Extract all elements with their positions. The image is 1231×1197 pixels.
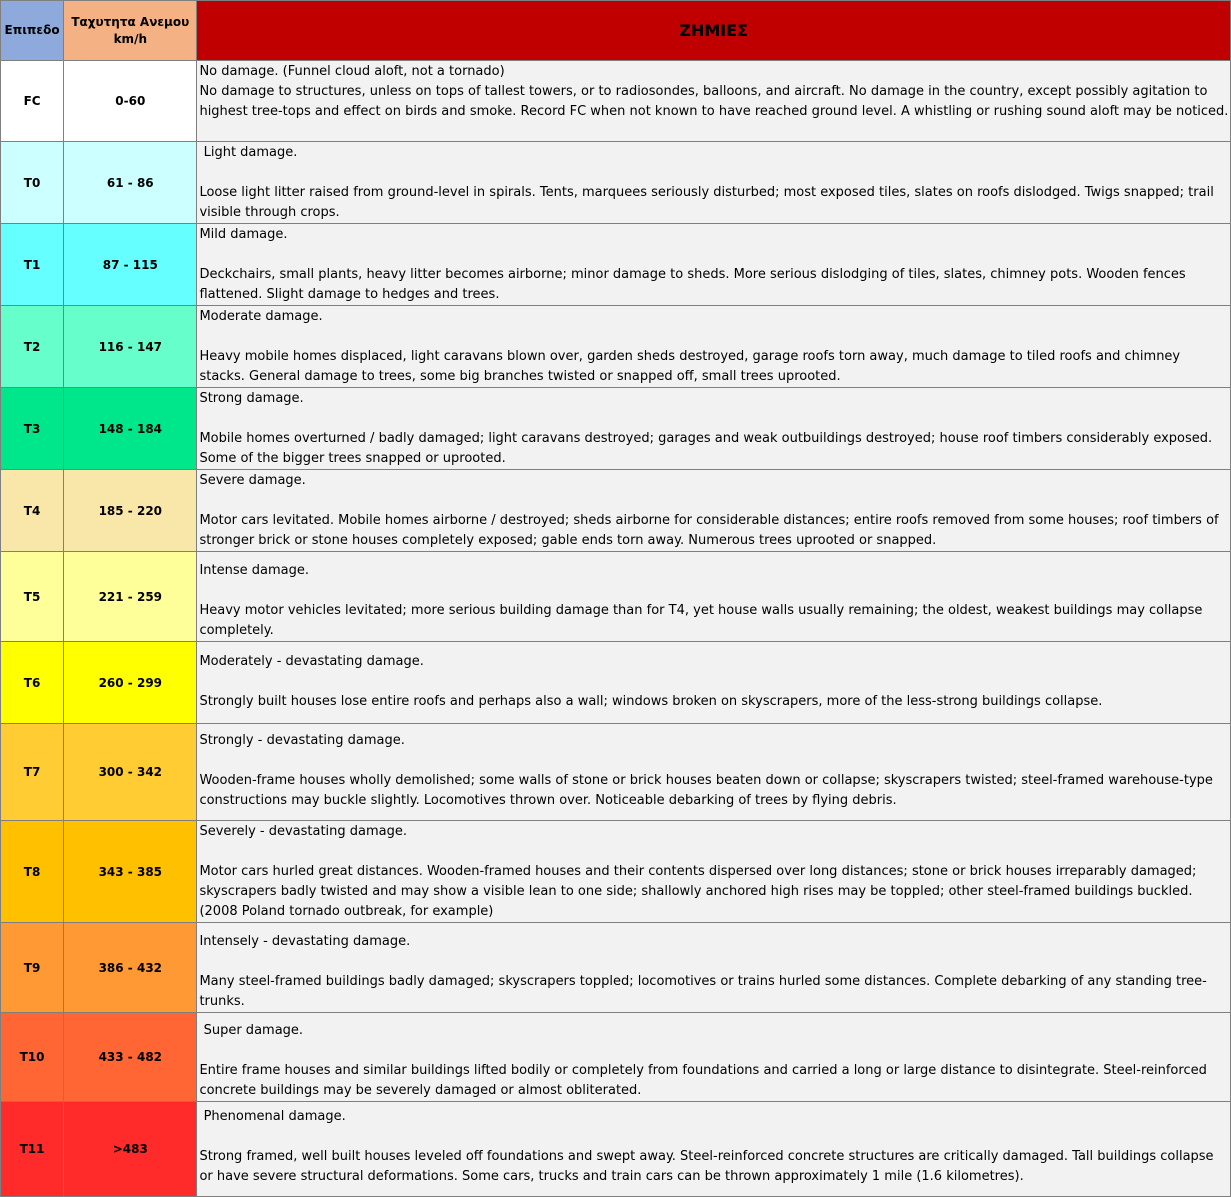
damage-category: Mild damage. (199, 227, 288, 242)
wind-speed-cell: 148 - 184 (64, 388, 197, 470)
damage-description-cell (197, 1102, 1231, 1197)
wind-speed-cell: 116 - 147 (64, 306, 197, 388)
spacer (199, 327, 1229, 347)
damage-description-cell (197, 224, 1231, 306)
damage-category: Moderate damage. (199, 309, 323, 324)
wind-speed-cell: 185 - 220 (64, 470, 197, 552)
damage-description-cell (197, 142, 1231, 224)
damage-details: Wooden-frame houses wholly demolished; some walls of stone or brick houses beaten down or collapse; skyscrapers twisted; steel-framed warehouse-type constructions may buckle slightly. Locomotives thrown over. Noticeable debarking of trees by flying debris. (199, 773, 1218, 808)
damage-category: Severe damage. (199, 473, 306, 488)
damage-description-cell (197, 923, 1231, 1013)
level-cell: T3 (1, 388, 64, 470)
table-row (1, 821, 1231, 923)
damage-details: No damage to structures, unless on tops of tallest towers, or to radiosondes, balloons, and aircraft. No damage in the country, except possibly agitation to highest tree-tops and effect on birds and smoke. Record FC when not known to have reached ground level. A whistling or rushing sound aloft may be noticed. (199, 84, 1229, 119)
damage-details: Heavy mobile homes displaced, light caravans blown over, garden sheds destroyed, garage roofs torn away, much damage to tiled roofs and chimney stacks. General damage to trees, some big branches twisted or snapped off, small trees uprooted. (199, 349, 1185, 384)
damage-category: Strong damage. (199, 391, 304, 406)
spacer (199, 163, 1229, 183)
damage-description-cell (197, 1013, 1231, 1102)
damage-description-cell (197, 470, 1231, 552)
damage-category: Phenomenal damage. (199, 1109, 346, 1124)
table-row (1, 306, 1231, 388)
damage-category: Severely - devastating damage. (199, 824, 408, 839)
spacer (199, 751, 1229, 771)
level-cell: T7 (1, 724, 64, 821)
wind-speed-cell: 343 - 385 (64, 821, 197, 923)
damage-details: Heavy motor vehicles levitated; more serious building damage than for T4, yet house walls usually remaining; the oldest, weakest buildings may collapse completely. (199, 603, 1207, 638)
level-cell: T11 (1, 1102, 64, 1197)
damage-details: Deckchairs, small plants, heavy litter becomes airborne; minor damage to sheds. More serious dislodging of tiles, slates, chimney pots. Wooden fences flattened. Slight damage to hedges and trees. (199, 267, 1190, 302)
table-row (1, 724, 1231, 821)
wind-speed-cell: >483 (64, 1102, 197, 1197)
wind-speed-cell: 61 - 86 (64, 142, 197, 224)
damage-details: Motor cars levitated. Mobile homes airborne / destroyed; sheds airborne for considerable distances; entire roofs removed from some houses; roof timbers of stronger brick or stone houses completely exposed; gable ends torn away. Numerous trees uprooted or snapped. (199, 513, 1223, 548)
wind-speed-cell: 433 - 482 (64, 1013, 197, 1102)
spacer (199, 952, 1229, 972)
level-cell: T5 (1, 552, 64, 642)
wind-speed-cell: 386 - 432 (64, 923, 197, 1013)
damage-description-cell (197, 306, 1231, 388)
damage-category: Intensely - devastating damage. (199, 934, 411, 949)
damage-details: Strongly built houses lose entire roofs and perhaps also a wall; windows broken on skyscrapers, more of the less-strong buildings collapse. (199, 694, 1103, 709)
header-damage: ΖΗΜΙΕΣ (197, 1, 1231, 61)
spacer (199, 491, 1229, 511)
level-cell: T8 (1, 821, 64, 923)
damage-description-cell (197, 61, 1231, 142)
level-cell: T9 (1, 923, 64, 1013)
damage-details: Strong framed, well built houses leveled off foundations and swept away. Steel-reinforced concrete structures are critically damaged. Tall buildings collapse or have severe structural deformations. Some cars, trucks and train cars can be thrown approximately 1 mile (1.6 kilometres). (199, 1149, 1218, 1184)
spacer (199, 1127, 1229, 1147)
damage-category: Light damage. (199, 145, 298, 160)
spacer (199, 672, 1229, 692)
wind-speed-cell: 0-60 (64, 61, 197, 142)
wind-speed-cell: 260 - 299 (64, 642, 197, 724)
damage-details: Mobile homes overturned / badly damaged; light caravans destroyed; garages and weak outbuildings destroyed; house roof timbers considerably exposed. Some of the bigger trees snapped or uprooted. (199, 431, 1217, 466)
damage-category: Intense damage. (199, 563, 309, 578)
damage-description-cell (197, 642, 1231, 724)
damage-category: No damage. (Funnel cloud aloft, not a tornado) (199, 64, 505, 79)
level-cell: T0 (1, 142, 64, 224)
spacer (199, 409, 1229, 429)
header-row (1, 1, 1231, 61)
table-row (1, 1013, 1231, 1102)
level-cell: T1 (1, 224, 64, 306)
wind-speed-cell: 87 - 115 (64, 224, 197, 306)
level-cell: T2 (1, 306, 64, 388)
damage-details: Motor cars hurled great distances. Wooden-framed houses and their contents dispersed over long distances; stone or brick houses irreparably damaged; skyscrapers badly twisted and may show a visible lean to one side; shallowly anchored high rises may be toppled; other steel-framed buildings buckled. (2008 Poland tornado outbreak, for example) (199, 864, 1201, 919)
table-row (1, 61, 1231, 142)
table-row (1, 470, 1231, 552)
wind-speed-cell: 221 - 259 (64, 552, 197, 642)
table-row (1, 224, 1231, 306)
spacer (199, 842, 1229, 862)
table-row (1, 142, 1231, 224)
damage-details: Loose light litter raised from ground-level in spirals. Tents, marquees seriously disturbed; most exposed tiles, slates on roofs dislodged. Twigs snapped; trail visible through crops. (199, 185, 1218, 220)
table-row (1, 388, 1231, 470)
damage-description-cell (197, 821, 1231, 923)
level-cell: T6 (1, 642, 64, 724)
table-row (1, 923, 1231, 1013)
damage-category: Strongly - devastating damage. (199, 733, 405, 748)
level-cell: T10 (1, 1013, 64, 1102)
header-speed: Ταχυτητα Ανεμου km/h (64, 1, 197, 61)
damage-details: Many steel-framed buildings badly damaged; skyscrapers toppled; locomotives or trains hurled some distances. Complete debarking of any standing tree-trunks. (199, 974, 1207, 1009)
damage-category: Moderately - devastating damage. (199, 654, 424, 669)
table-row (1, 552, 1231, 642)
spacer (199, 581, 1229, 601)
damage-description-cell (197, 724, 1231, 821)
table-row (1, 1102, 1231, 1197)
damage-category: Super damage. (199, 1023, 304, 1038)
header-level: Επιπεδο (1, 1, 64, 61)
level-cell: FC (1, 61, 64, 142)
wind-speed-cell: 300 - 342 (64, 724, 197, 821)
level-cell: T4 (1, 470, 64, 552)
spacer (199, 1041, 1229, 1061)
table-row (1, 642, 1231, 724)
damage-details: Entire frame houses and similar buildings lifted bodily or completely from foundations and carried a long or large distance to disintegrate. Steel-reinforced concrete buildings may be severely damaged or almost obliterated. (199, 1063, 1211, 1098)
damage-description-cell (197, 552, 1231, 642)
spacer (199, 245, 1229, 265)
damage-description-cell (197, 388, 1231, 470)
